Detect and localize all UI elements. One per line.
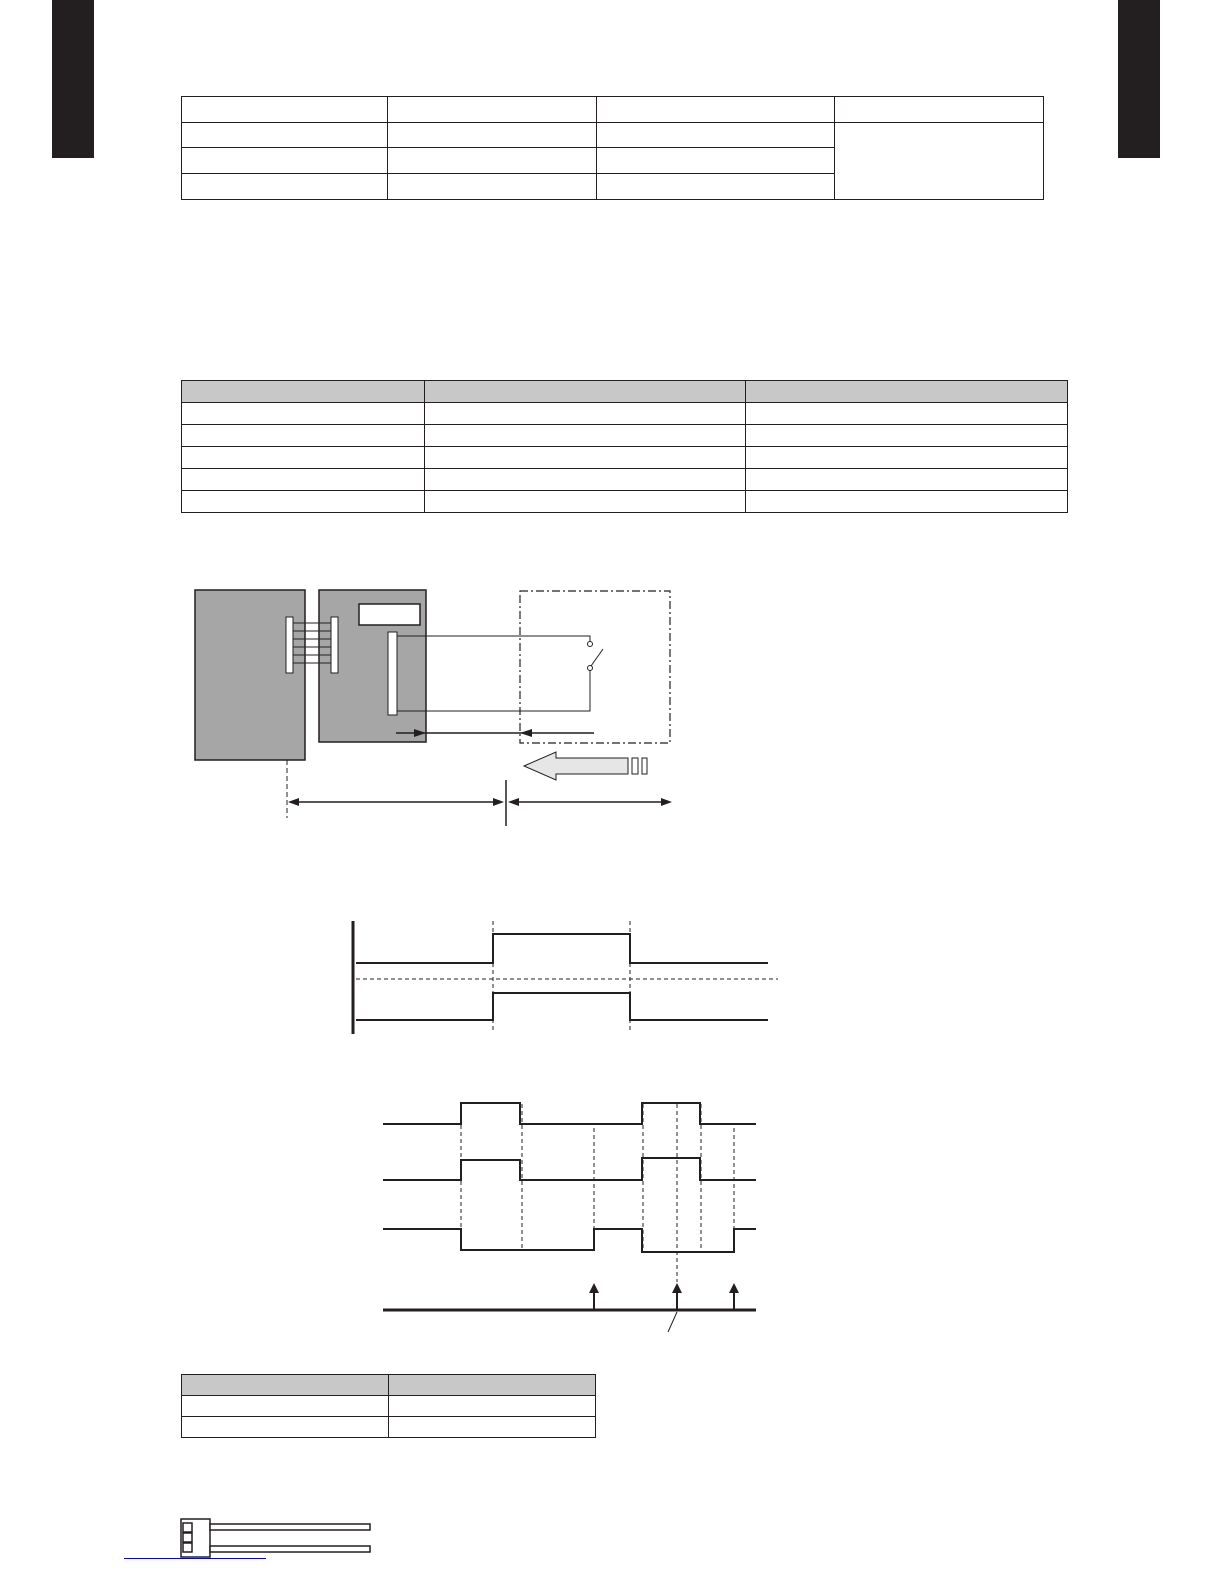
link-underline[interactable]	[124, 1558, 266, 1559]
